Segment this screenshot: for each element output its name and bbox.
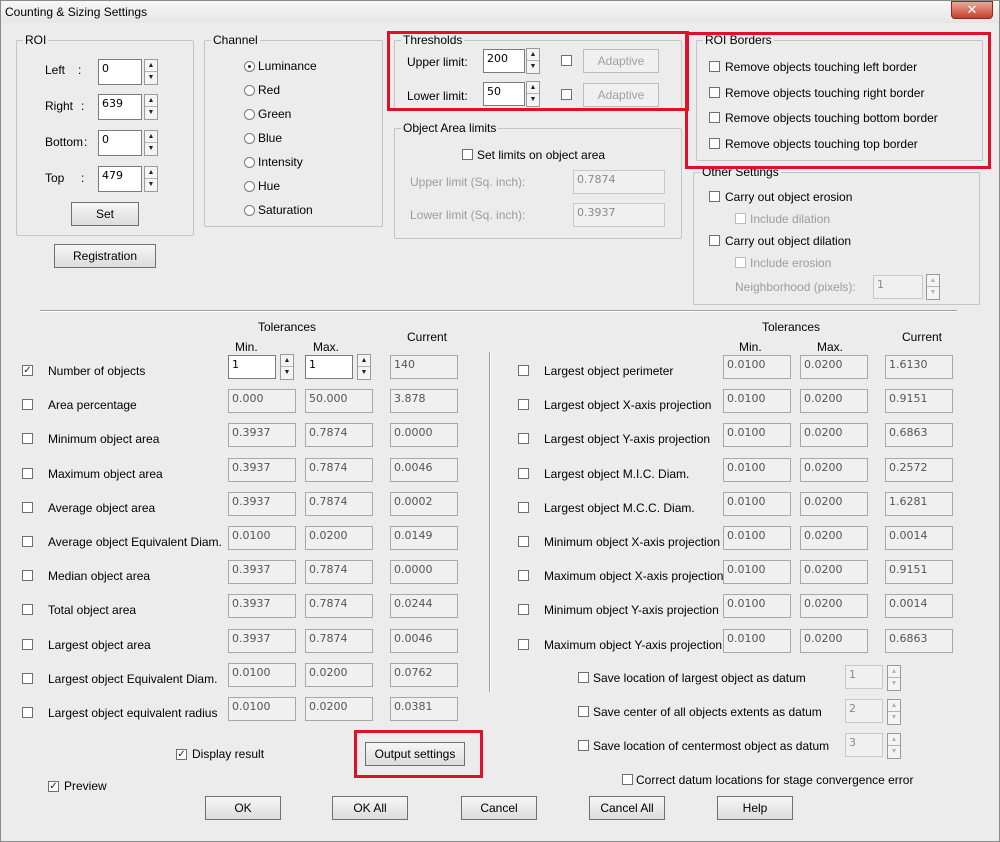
- tolerance-min-input[interactable]: 1: [228, 355, 276, 379]
- tolerance-label: Largest object M.I.C. Diam.: [544, 466, 690, 481]
- correct-datum-label: Correct datum locations for stage convergence error: [636, 773, 914, 787]
- roi-right-input[interactable]: 639: [98, 94, 142, 120]
- spin-up-icon[interactable]: ▲: [145, 95, 157, 107]
- tolerance-min-input[interactable]: 0.000: [228, 389, 296, 413]
- set-limits-checkbox[interactable]: [462, 149, 473, 160]
- tolerance-current-value: 0.0000: [390, 423, 458, 447]
- current-header-right: Current: [902, 330, 943, 344]
- tolerance-label: Maximum object Y-axis projection: [544, 637, 723, 652]
- datum-index-input[interactable]: 2: [845, 699, 883, 723]
- tolerance-current-value: 0.0762: [390, 663, 458, 687]
- tolerance-checkbox[interactable]: [22, 399, 33, 410]
- spin-up-icon[interactable]: ▲: [527, 49, 539, 61]
- tolerance-current-value: 140: [390, 355, 458, 379]
- roi-border-checkbox[interactable]: [709, 112, 720, 123]
- upper-limit-label: Upper limit:: [407, 55, 468, 69]
- neighborhood-spinner[interactable]: [926, 274, 940, 300]
- tolerance-label: Largest object X-axis projection: [544, 398, 712, 413]
- roi-legend: ROI: [25, 33, 47, 47]
- tolerance-min-input[interactable]: 0.0100: [723, 389, 791, 413]
- channel-radio-luminance[interactable]: [244, 61, 255, 72]
- channel-radio-green[interactable]: [244, 109, 255, 120]
- tolerance-checkbox[interactable]: [22, 604, 33, 615]
- channel-radio-saturation[interactable]: [244, 205, 255, 216]
- area-lower-label: Lower limit (Sq. inch):: [410, 208, 526, 222]
- tolerance-label: Largest object M.C.C. Diam.: [544, 500, 695, 515]
- tolerance-current-value: 0.0046: [390, 629, 458, 653]
- tolerance-min-input[interactable]: 0.0100: [723, 594, 791, 618]
- include-erosion-label: Include erosion: [750, 256, 832, 270]
- roi-border-checkbox[interactable]: [709, 138, 720, 149]
- tolerance-min-input[interactable]: 0.0100: [228, 663, 296, 687]
- tolerance-min-input[interactable]: 0.0100: [723, 458, 791, 482]
- tolerance-label: Largest object equivalent radius: [48, 706, 218, 720]
- correct-datum-checkbox[interactable]: [622, 774, 633, 785]
- tolerance-checkbox[interactable]: [22, 433, 33, 444]
- close-button[interactable]: ✕: [951, 1, 993, 19]
- area-upper-input[interactable]: 0.7874: [573, 170, 665, 194]
- datum-index-spinner[interactable]: [887, 733, 901, 759]
- tolerances-header-right: Tolerances: [762, 320, 821, 334]
- spin-up-icon[interactable]: ▲: [927, 275, 939, 287]
- tolerance-checkbox[interactable]: [518, 604, 529, 615]
- roi-borders-legend: ROI Borders: [705, 33, 772, 47]
- current-header-left: Current: [407, 330, 448, 344]
- tolerance-checkbox[interactable]: [518, 399, 529, 410]
- lower-adaptive-button[interactable]: Adaptive: [583, 83, 659, 107]
- ok-all-button[interactable]: OK All: [332, 796, 408, 820]
- min-header-left: Min.: [235, 340, 258, 354]
- tolerance-min-input[interactable]: 0.3937: [228, 423, 296, 447]
- channel-label-saturation: Saturation: [258, 203, 313, 217]
- tolerance-max-input[interactable]: 0.0200: [800, 355, 868, 379]
- channel-label-hue: Hue: [258, 179, 281, 193]
- datum-checkbox[interactable]: [578, 706, 589, 717]
- tolerance-label: Maximum object area: [48, 466, 163, 481]
- area-limits-legend: Object Area limits: [403, 121, 497, 135]
- cancel-all-button[interactable]: Cancel All: [589, 796, 665, 820]
- area-upper-label: Upper limit (Sq. inch):: [410, 175, 526, 189]
- datum-index-input[interactable]: 3: [845, 733, 883, 757]
- tolerance-current-value: 0.0244: [390, 594, 458, 618]
- datum-checkbox[interactable]: [578, 672, 589, 683]
- tolerance-max-input[interactable]: 0.0200: [800, 458, 868, 482]
- tolerance-current-value: 0.0000: [390, 560, 458, 584]
- display-result-label: Display result: [192, 747, 265, 761]
- channel-radio-red[interactable]: [244, 85, 255, 96]
- preview-label: Preview: [64, 779, 107, 793]
- tolerance-label: Total object area: [48, 603, 137, 618]
- roi-bottom-input[interactable]: 0: [98, 130, 142, 156]
- spin-down-icon[interactable]: ▼: [147, 109, 155, 116]
- tolerance-checkbox[interactable]: [22, 468, 33, 479]
- lower-limit-spinner[interactable]: [526, 81, 540, 107]
- tolerance-current-value: 0.0381: [390, 697, 458, 721]
- spin-up-icon[interactable]: ▲: [888, 700, 900, 712]
- column-divider: [489, 352, 491, 692]
- channel-radio-hue[interactable]: [244, 181, 255, 192]
- tolerance-min-input[interactable]: 0.0100: [723, 423, 791, 447]
- tolerance-current-value: 0.2572: [885, 458, 953, 482]
- tolerance-current-value: 1.6130: [885, 355, 953, 379]
- tolerance-min-input[interactable]: 0.0100: [228, 526, 296, 550]
- set-limits-label: Set limits on object area: [477, 148, 606, 162]
- tolerance-min-input[interactable]: 0.0100: [723, 355, 791, 379]
- tolerance-current-value: 0.0149: [390, 526, 458, 550]
- tolerance-min-spinner[interactable]: [280, 354, 294, 380]
- tolerance-label: Median object area: [48, 569, 151, 584]
- tolerance-max-input[interactable]: 0.0200: [305, 697, 373, 721]
- roi-right-spinner[interactable]: [144, 94, 158, 120]
- tolerance-max-input[interactable]: 0.7874: [305, 423, 373, 447]
- help-button[interactable]: Help: [717, 796, 793, 820]
- tolerance-checkbox[interactable]: [22, 707, 33, 718]
- spin-down-icon[interactable]: ▼: [529, 63, 537, 70]
- area-lower-input[interactable]: 0.3937: [573, 203, 665, 227]
- min-header-right: Min.: [739, 340, 762, 354]
- datum-checkbox[interactable]: [578, 740, 589, 751]
- roi-border-label: Remove objects touching bottom border: [725, 111, 938, 125]
- spin-down-icon[interactable]: ▼: [890, 714, 898, 721]
- channel-label-luminance: Luminance: [258, 59, 317, 73]
- tolerance-checkbox[interactable]: [518, 570, 529, 581]
- upper-limit-spinner[interactable]: [526, 48, 540, 74]
- lower-adaptive-checkbox[interactable]: [561, 89, 572, 100]
- datum-index-spinner[interactable]: [887, 699, 901, 725]
- display-result-checkbox[interactable]: ✓: [177, 749, 186, 760]
- spin-down-icon[interactable]: ▼: [147, 74, 155, 81]
- tolerance-label: Largest object perimeter: [544, 364, 674, 378]
- tolerance-current-value: 1.6281: [885, 492, 953, 516]
- include-dilation-label: Include dilation: [750, 212, 831, 226]
- spin-up-icon[interactable]: ▲: [145, 167, 157, 179]
- tolerance-max-input[interactable]: 0.0200: [800, 594, 868, 618]
- tolerance-min-input[interactable]: 0.3937: [228, 594, 296, 618]
- tolerance-min-input[interactable]: 0.0100: [723, 526, 791, 550]
- tolerance-label: Average object Equivalent Diam.: [48, 535, 222, 549]
- tolerance-min-input[interactable]: 0.0100: [228, 697, 296, 721]
- tolerance-label: Minimum object Y-axis projection: [544, 603, 719, 618]
- datum-index-input[interactable]: 1: [845, 665, 883, 689]
- tolerance-max-input[interactable]: 0.0200: [800, 629, 868, 653]
- channel-label-green: Green: [258, 107, 292, 121]
- upper-adaptive-button[interactable]: Adaptive: [583, 49, 659, 73]
- tolerance-max-input[interactable]: 1: [305, 355, 353, 379]
- roi-top-input[interactable]: 479: [98, 166, 142, 192]
- roi-right-label: Right: [45, 99, 74, 113]
- tolerance-max-input[interactable]: 50.000: [305, 389, 373, 413]
- title-bar: [1, 1, 999, 23]
- other-settings-legend: Other Settings: [702, 165, 779, 179]
- channel-radio-intensity[interactable]: [244, 157, 255, 168]
- channel-label-intensity: Intensity: [258, 155, 303, 169]
- spin-down-icon[interactable]: ▼: [283, 369, 291, 376]
- tolerance-label: Minimum object area: [48, 432, 160, 447]
- tolerances-header-left: Tolerances: [258, 320, 317, 334]
- roi-left-spinner[interactable]: [144, 59, 158, 85]
- tolerance-min-input[interactable]: 0.0100: [723, 492, 791, 516]
- roi-top-spinner[interactable]: [144, 166, 158, 192]
- spin-up-icon[interactable]: ▲: [358, 355, 370, 367]
- tolerance-current-value: 0.6863: [885, 629, 953, 653]
- set-button[interactable]: Set: [71, 202, 139, 226]
- channel-label-blue: Blue: [258, 131, 283, 145]
- tolerance-max-input[interactable]: 0.7874: [305, 594, 373, 618]
- channel-label-red: Red: [258, 83, 281, 97]
- max-header-right: Max.: [817, 340, 844, 354]
- tolerance-min-input[interactable]: 0.0100: [723, 560, 791, 584]
- neighborhood-label: Neighborhood (pixels):: [735, 280, 856, 294]
- spin-up-icon[interactable]: ▲: [888, 666, 900, 678]
- spin-down-icon[interactable]: ▼: [890, 680, 898, 687]
- roi-border-label: Remove objects touching top border: [725, 136, 918, 151]
- tolerance-label: Minimum object X-axis projection: [544, 535, 721, 549]
- roi-left-label: Left: [45, 63, 66, 77]
- tolerance-current-value: 0.0014: [885, 594, 953, 618]
- tolerance-max-input[interactable]: 0.0200: [800, 526, 868, 550]
- upper-limit-input[interactable]: 200: [483, 49, 525, 73]
- dilation-label: Carry out object dilation: [725, 234, 852, 248]
- tolerance-max-input[interactable]: 0.7874: [305, 629, 373, 653]
- tolerance-current-value: 3.878: [390, 389, 458, 413]
- roi-border-checkbox[interactable]: [709, 61, 720, 72]
- tolerance-checkbox[interactable]: [518, 433, 529, 444]
- datum-label: Save center of all objects extents as datum: [593, 705, 822, 719]
- tolerance-current-value: 0.9151: [885, 389, 953, 413]
- tolerance-max-input[interactable]: 0.0200: [800, 389, 868, 413]
- max-header-left: Max.: [313, 340, 340, 354]
- datum-label: Save location of largest object as datum: [593, 671, 806, 685]
- cancel-button[interactable]: Cancel: [461, 796, 537, 820]
- tolerance-current-value: 0.6863: [885, 423, 953, 447]
- channel-legend: Channel: [213, 33, 258, 47]
- lower-limit-label: Lower limit:: [407, 89, 468, 103]
- tolerance-label: Average object area: [48, 500, 156, 515]
- roi-bottom-spinner[interactable]: [144, 130, 158, 156]
- tolerance-label: Area percentage: [48, 398, 137, 413]
- registration-button[interactable]: Registration: [54, 244, 156, 268]
- tolerance-label: Number of objects: [48, 364, 146, 378]
- tolerance-label: Largest object Equivalent Diam.: [48, 671, 218, 686]
- roi-border-checkbox[interactable]: [709, 87, 720, 98]
- spin-down-icon[interactable]: ▼: [529, 96, 537, 103]
- spin-down-icon[interactable]: ▼: [929, 289, 937, 296]
- erosion-checkbox[interactable]: [709, 191, 720, 202]
- output-settings-button[interactable]: Output settings: [365, 742, 465, 766]
- roi-border-label: Remove objects touching left border: [725, 60, 918, 74]
- tolerance-checkbox[interactable]: [22, 536, 33, 547]
- tolerance-min-input[interactable]: 0.3937: [228, 629, 296, 653]
- upper-adaptive-checkbox[interactable]: [561, 55, 572, 66]
- spin-up-icon[interactable]: ▲: [888, 734, 900, 746]
- tolerance-checkbox[interactable]: [22, 673, 33, 684]
- window-title: Counting & Sizing Settings: [5, 5, 148, 19]
- tolerance-max-input[interactable]: 0.7874: [305, 560, 373, 584]
- datum-index-spinner[interactable]: [887, 665, 901, 691]
- tolerance-max-input[interactable]: 0.0200: [305, 663, 373, 687]
- tolerance-max-input[interactable]: 0.7874: [305, 492, 373, 516]
- tolerance-current-value: 0.0014: [885, 526, 953, 550]
- tolerance-checkbox[interactable]: [518, 365, 529, 376]
- datum-label: Save location of centermost object as datum: [593, 739, 830, 753]
- tolerance-max-spinner[interactable]: [357, 354, 371, 380]
- spin-up-icon[interactable]: ▲: [145, 60, 157, 72]
- tolerance-current-value: 0.0046: [390, 458, 458, 482]
- include-erosion-checkbox[interactable]: [735, 257, 746, 268]
- spin-down-icon[interactable]: ▼: [147, 145, 155, 152]
- tolerance-checkbox[interactable]: [22, 570, 33, 581]
- tolerance-checkbox[interactable]: [22, 639, 33, 650]
- thresholds-legend: Thresholds: [403, 33, 463, 47]
- tolerance-min-input[interactable]: 0.3937: [228, 492, 296, 516]
- spin-down-icon[interactable]: ▼: [147, 181, 155, 188]
- roi-border-label: Remove objects touching right border: [725, 85, 925, 100]
- tolerance-current-value: 0.0002: [390, 492, 458, 516]
- spin-up-icon[interactable]: ▲: [145, 131, 157, 143]
- roi-left-input[interactable]: 0: [98, 59, 142, 85]
- preview-checkbox[interactable]: ✓: [49, 781, 58, 792]
- tolerance-max-input[interactable]: 0.0200: [800, 423, 868, 447]
- tolerance-max-input[interactable]: 0.7874: [305, 458, 373, 482]
- tolerance-checkbox[interactable]: [22, 502, 33, 513]
- tolerance-max-input[interactable]: 0.0200: [800, 560, 868, 584]
- include-dilation-checkbox[interactable]: [735, 213, 746, 224]
- tolerance-checkbox[interactable]: [518, 502, 529, 513]
- roi-bottom-label: Bottom: [45, 135, 84, 149]
- neighborhood-input[interactable]: 1: [873, 275, 923, 299]
- tolerance-label: Largest object area: [48, 637, 151, 652]
- spin-up-icon[interactable]: ▲: [527, 82, 539, 94]
- tolerance-min-input[interactable]: 0.3937: [228, 458, 296, 482]
- section-divider: [40, 310, 957, 312]
- tolerance-checkbox[interactable]: ✓: [23, 365, 32, 376]
- tolerance-checkbox[interactable]: [518, 468, 529, 479]
- spin-up-icon[interactable]: ▲: [281, 355, 293, 367]
- spin-down-icon[interactable]: ▼: [890, 748, 898, 755]
- tolerance-checkbox[interactable]: [518, 639, 529, 650]
- tolerance-label: Maximum object X-axis projection: [544, 569, 724, 584]
- dilation-checkbox[interactable]: [709, 235, 720, 246]
- lower-limit-input[interactable]: 50: [483, 82, 525, 106]
- ok-button[interactable]: OK: [205, 796, 281, 820]
- tolerance-label: Largest object Y-axis projection: [544, 432, 711, 447]
- erosion-label: Carry out object erosion: [725, 190, 853, 204]
- tolerance-current-value: 0.9151: [885, 560, 953, 584]
- tolerance-min-input[interactable]: 0.0100: [723, 629, 791, 653]
- tolerance-checkbox[interactable]: [518, 536, 529, 547]
- channel-radio-blue[interactable]: [244, 133, 255, 144]
- roi-top-label: Top: [45, 171, 65, 185]
- tolerance-max-input[interactable]: 0.0200: [800, 492, 868, 516]
- spin-down-icon[interactable]: ▼: [360, 369, 368, 376]
- tolerance-min-input[interactable]: 0.3937: [228, 560, 296, 584]
- tolerance-max-input[interactable]: 0.0200: [305, 526, 373, 550]
